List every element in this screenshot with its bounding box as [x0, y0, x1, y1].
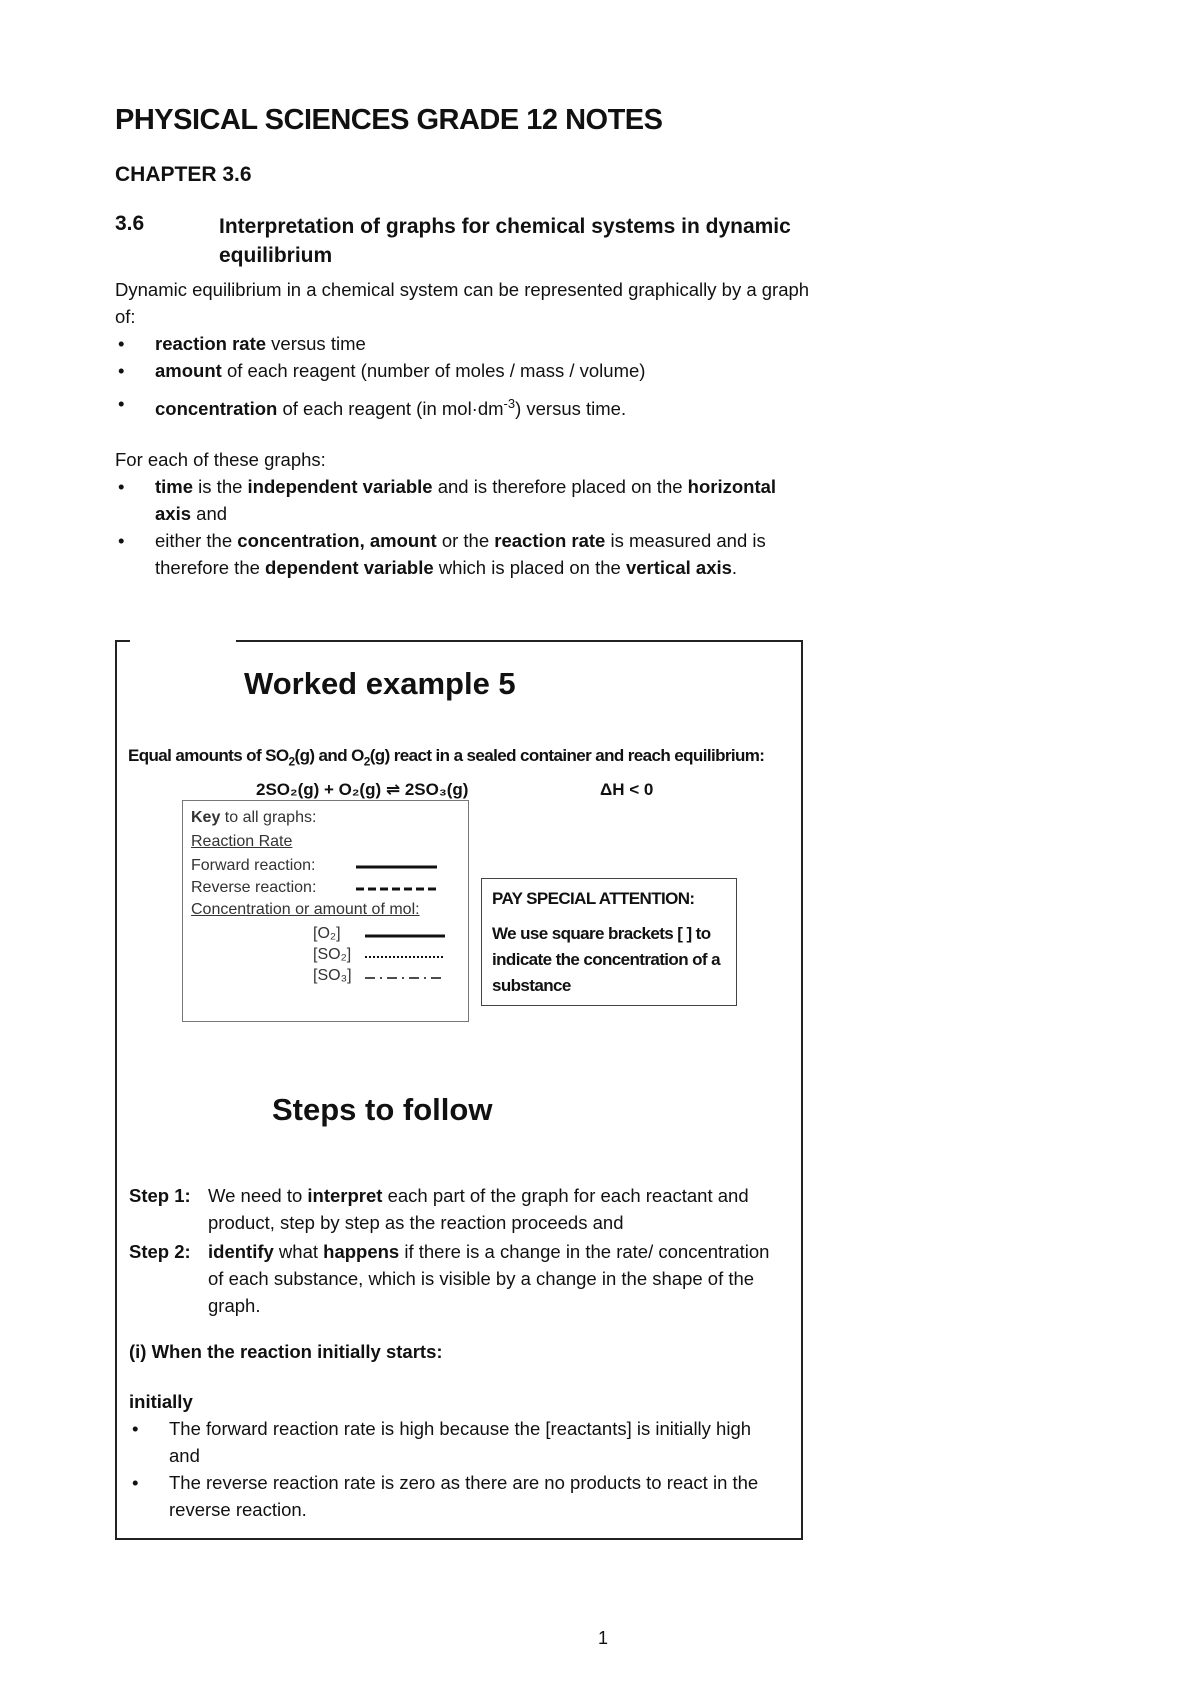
bullet-icon: •	[118, 530, 125, 551]
reaction-equation: 2SO₂(g) + O₂(g) ⇌ 2SO₃(g)	[256, 780, 469, 799]
bullet-icon: •	[118, 476, 125, 497]
step-1-label: Step 1:	[129, 1185, 191, 1206]
worked-example-title: Worked example 5	[244, 666, 516, 701]
worked-example-box	[115, 640, 803, 1540]
section-number: 3.6	[115, 212, 145, 235]
key-so2: [SO₂]	[313, 946, 352, 963]
special-attention-box	[481, 878, 737, 1006]
step-2-label: Step 2:	[129, 1241, 191, 1262]
key-forward: Forward reaction:	[191, 857, 316, 874]
chapter-heading: CHAPTER 3.6	[115, 163, 252, 186]
equation-intro: Equal amounts of $SO_2(g)$ and $O_2(g)$ react in a sealed container and reach equilibrium:	[128, 746, 765, 769]
bullet-icon: •	[118, 393, 125, 414]
key-heading: Key to all graphs:	[191, 809, 317, 826]
key-rate-label: Reaction Rate	[191, 833, 293, 850]
step-2-text: identify what happens if there is a change in the rate/ concentration of each substance, which is visible by a change in the shape of the graph.	[208, 1241, 770, 1316]
steps-heading: Steps to follow	[272, 1092, 493, 1127]
bullet-icon: •	[132, 1418, 139, 1439]
intro-paragraph: Dynamic equilibrium in a chemical system can be represented graphically by a graph of:	[115, 279, 810, 327]
box-tab-gap	[130, 638, 236, 642]
page-title: PHYSICAL SCIENCES GRADE 12 NOTES	[115, 104, 663, 136]
step-1-text: We need to interpret each part of the graph for each reactant and product, step by step as the reaction proceeds and	[208, 1185, 749, 1233]
section-title: Interpretation of graphs for chemical systems in dynamic equilibrium	[219, 215, 791, 267]
bullet-icon: •	[132, 1472, 139, 1493]
page-number: 1	[598, 1628, 609, 1648]
key-so3: [SO₃]	[313, 967, 352, 984]
graph-key	[182, 800, 469, 1022]
bullet-icon: •	[118, 360, 125, 381]
key-conc-label: Concentration or amount of mol:	[191, 901, 420, 918]
bullet-icon: •	[118, 333, 125, 354]
initially-label: initially	[129, 1391, 193, 1412]
key-o2: [O₂]	[313, 925, 341, 942]
graphs-intro: For each of these graphs:	[115, 449, 326, 470]
key-reverse: Reverse reaction:	[191, 879, 317, 896]
attention-title: PAY SPECIAL ATTENTION:	[492, 889, 695, 908]
enthalpy-change: ΔH < 0	[600, 780, 654, 799]
subheading-initial: (i) When the reaction initially starts:	[129, 1341, 443, 1362]
attention-body: We use square brackets [ ] to indicate the concentration of a substance	[492, 924, 720, 995]
key-line-samples	[183, 801, 468, 1021]
